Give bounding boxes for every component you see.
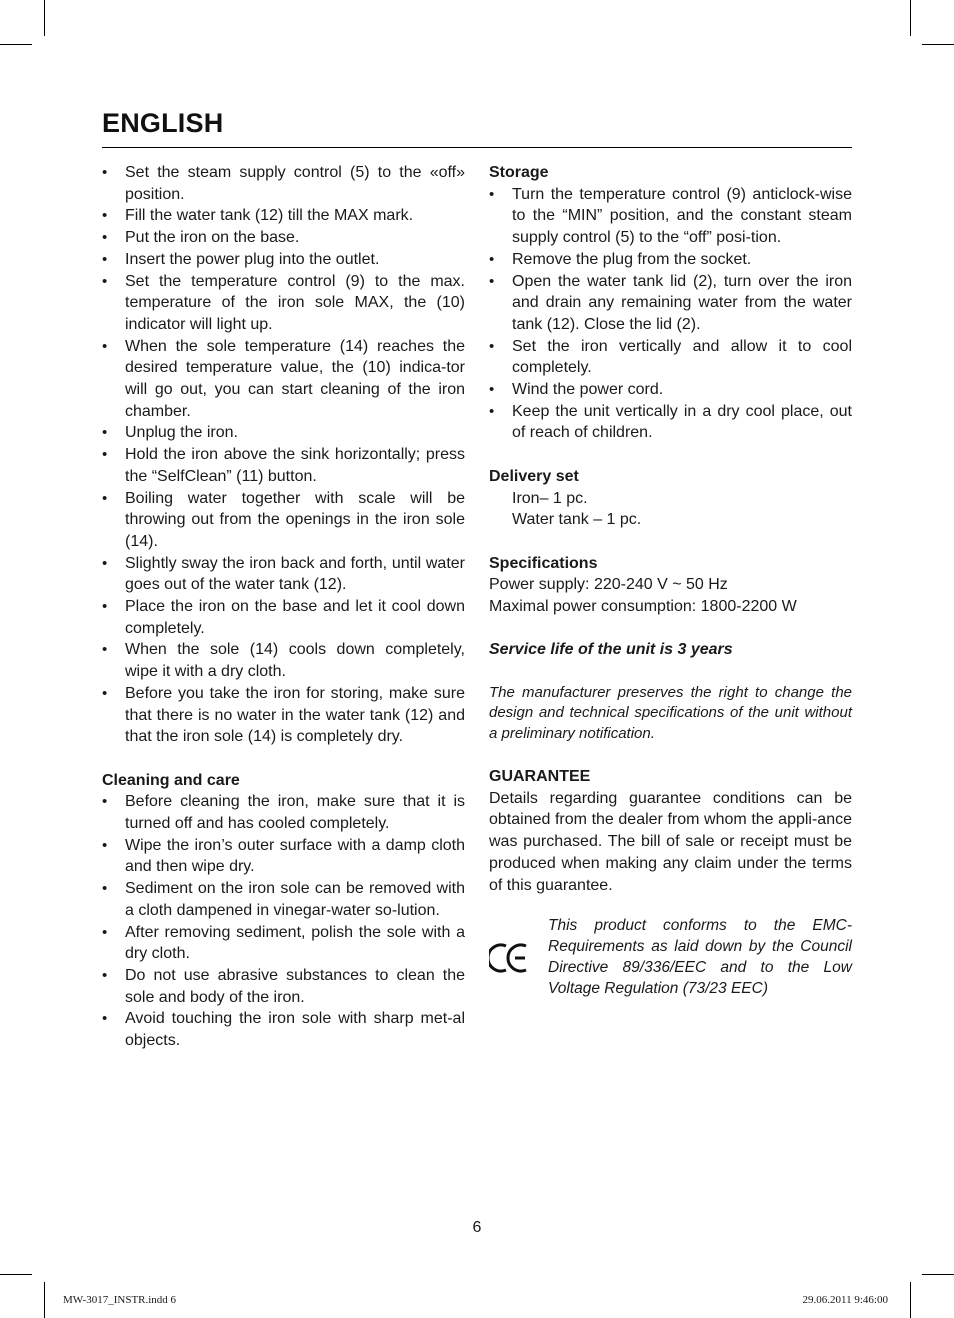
ce-statement: This product conforms to the EMC-Requirements as laid down by the Council Directive 89/336/EEC and to the Low Voltage Regulation (73/23 EEC): [548, 917, 852, 997]
manufacturer-note: The manufacturer preserves the right to change the design and technical specifications of the unit without a preliminary notification.: [489, 683, 852, 742]
list-item: • Place the iron on the base and let it cool down completely.: [102, 596, 465, 639]
slug-filename: MW-3017_INSTR.indd 6: [63, 1294, 177, 1306]
cleaning-heading: Cleaning and care: [102, 771, 240, 789]
cleaning-list: [102, 791, 465, 1051]
crop-mark: [922, 1274, 954, 1275]
spec-line: Power supply: 220-240 V ~ 50 Hz: [489, 576, 728, 594]
list-item: • Set the temperature control (9) to the max. temperature of the iron sole MAX, the (10) indicator will light up.: [102, 271, 465, 336]
list-item: • Remove the plug from the socket.: [489, 249, 852, 271]
list-item: • Do not use abrasive substances to clean the sole and body of the iron.: [102, 965, 465, 1008]
crop-mark: [910, 1282, 911, 1318]
page-number: 6: [472, 1219, 482, 1236]
service-life: Service life of the unit is 3 years: [489, 641, 733, 659]
storage-heading: Storage: [489, 164, 549, 181]
list-item: • When the sole (14) cools down completely, wipe it with a dry cloth.: [102, 639, 465, 682]
list-item: • Set the iron vertically and allow it to cool completely.: [489, 336, 852, 379]
list-item: • Wind the power cord.: [489, 379, 852, 401]
instructions-list: [102, 162, 465, 748]
spec-line: Maximal power consumption: 1800-2200 W: [489, 598, 797, 616]
ce-mark-icon: [489, 941, 548, 975]
list-item: • Sediment on the iron sole can be removed with a cloth dampened in vinegar-water so-lution.: [102, 878, 465, 921]
list-item: • After removing sediment, polish the sole with a dry cloth.: [102, 922, 465, 965]
delivery-item: Iron– 1 pc.: [512, 489, 588, 507]
guarantee-text: Details regarding guarantee conditions can be obtained from the dealer from whom the appli-ance was purchased. The bill of sale or receipt must be produced when making any claim under the terms of this guarantee.: [489, 789, 852, 894]
slug-datetime: 29.06.2011 9:46:00: [802, 1294, 888, 1306]
ce-conformity: [489, 916, 852, 999]
crop-mark: [44, 1282, 45, 1318]
title-rule: [102, 147, 852, 148]
right-column: [489, 162, 852, 999]
crop-mark: [44, 0, 45, 36]
guarantee-heading: GUARANTEE: [489, 768, 591, 785]
list-item: • Before you take the iron for storing, make sure that there is no water in the water tank (12) and that the iron sole (14) is completely dry.: [102, 683, 465, 748]
list-item: • Unplug the iron.: [102, 422, 465, 444]
list-item: • When the sole temperature (14) reaches the desired temperature value, the (10) indica-tor will go out, you can start cleaning of the iron chamber.: [102, 336, 465, 423]
storage-list: [489, 184, 852, 444]
list-item: • Turn the temperature control (9) anticlock-wise to the “MIN” position, and the constant steam supply control (5) to the “off” posi-tion.: [489, 184, 852, 249]
delivery-heading: Delivery set: [489, 467, 579, 485]
delivery-item: Water tank – 1 pc.: [512, 511, 642, 529]
page-title: ENGLISH: [102, 108, 224, 138]
crop-mark: [922, 44, 954, 45]
crop-mark: [0, 44, 32, 45]
list-item: • Open the water tank lid (2), turn over the iron and drain any remaining water from the water tank (12). Close the lid (2).: [489, 271, 852, 336]
list-item: • Before cleaning the iron, make sure that it is turned off and has cooled completely.: [102, 791, 465, 834]
list-item: • Put the iron on the base.: [102, 227, 465, 249]
list-item: • Hold the iron above the sink horizontally; press the “SelfClean” (11) button.: [102, 444, 465, 487]
list-item: • Slightly sway the iron back and forth, until water goes out of the water tank (12).: [102, 553, 465, 596]
list-item: • Set the steam supply control (5) to the «off» position.: [102, 162, 465, 205]
list-item: • Insert the power plug into the outlet.: [102, 249, 465, 271]
crop-mark: [910, 0, 911, 36]
list-item: • Wipe the iron’s outer surface with a damp cloth and then wipe dry.: [102, 835, 465, 878]
crop-mark: [0, 1274, 32, 1275]
left-column: [102, 162, 465, 1052]
list-item: • Avoid touching the iron sole with sharp met-al objects.: [102, 1008, 465, 1051]
specifications-heading: Specifications: [489, 554, 598, 572]
list-item: • Keep the unit vertically in a dry cool place, out of reach of children.: [489, 401, 852, 444]
list-item: • Boiling water together with scale will be throwing out from the openings in the iron sole (14).: [102, 488, 465, 553]
list-item: • Fill the water tank (12) till the MAX mark.: [102, 205, 465, 227]
